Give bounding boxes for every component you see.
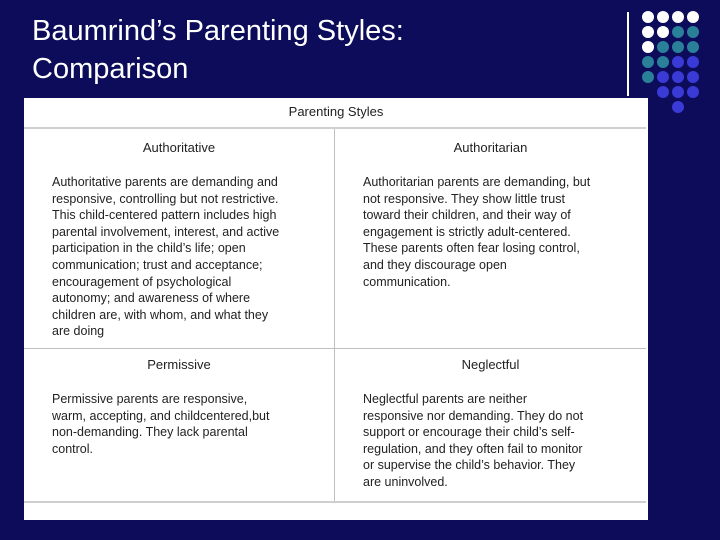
cell-text-line: parental involvement, interest, and active: [52, 224, 280, 239]
decorative-dot: [687, 26, 699, 38]
decorative-dot: [657, 11, 669, 23]
cell-text-line: responsive, controlling but not restrictive.: [52, 191, 279, 206]
decorative-dot: [657, 56, 669, 68]
cell-text-line: participation in the child’s life; open: [52, 241, 246, 256]
decorative-dot: [672, 71, 684, 83]
cell-text-line: not responsive. They show little trust: [363, 191, 565, 206]
decorative-dot: [657, 26, 669, 38]
decorative-dot: [672, 101, 684, 113]
slide-title-line-1: Baumrind’s Parenting Styles:: [32, 15, 404, 47]
cell-text-line: These parents often fear losing control,: [363, 241, 580, 256]
cell-text-line: Permissive parents are responsive,: [52, 392, 248, 406]
cell-text-line: encouragement of psychological: [52, 274, 232, 289]
cell-text-line: Authoritative parents are demanding and: [52, 175, 278, 189]
parenting-styles-table-image: [24, 98, 648, 520]
decorative-dot: [672, 56, 684, 68]
decorative-dot: [687, 71, 699, 83]
cell-text-line: control.: [52, 441, 93, 456]
table-horizontal-divider: [24, 348, 646, 349]
cell-text-line: are doing: [52, 324, 105, 339]
cell-text-line: communication.: [363, 274, 451, 289]
cell-text-line: communication; trust and acceptance;: [52, 257, 263, 272]
slide-title: [32, 12, 404, 88]
decorative-dot: [672, 86, 684, 98]
cell-heading-authoritarian: Authoritarian: [453, 140, 528, 155]
cell-body-neglectful: [363, 391, 645, 491]
decorative-dot: [687, 86, 699, 98]
decorative-dot: [687, 41, 699, 53]
cell-heading-permissive: Permissive: [147, 357, 211, 372]
cell-body-authoritarian: [363, 174, 645, 290]
cell-text-line: Authoritarian parents are demanding, but: [363, 175, 591, 189]
cell-text-line: are uninvolved.: [363, 474, 448, 489]
decorative-dot: [672, 11, 684, 23]
cell-body-authoritative: [52, 174, 334, 340]
cell-text-line: regulation, and they often fail to monitor: [363, 441, 583, 456]
cell-text-line: support or encourage their child’s self-: [363, 425, 575, 440]
cell-text-line: responsive nor demanding. They do not: [363, 408, 584, 423]
cell-text-line: or supervise the child’s behavior. They: [363, 458, 576, 473]
decorative-dot-grid: [642, 11, 714, 121]
decorative-dot: [642, 26, 654, 38]
parenting-styles-table: [24, 127, 646, 503]
slide-title-line-2: Comparison: [32, 53, 189, 85]
decorative-divider-line: [627, 12, 629, 96]
cell-text-line: warm, accepting, and childcentered,but: [52, 408, 270, 423]
decorative-dot: [672, 26, 684, 38]
cell-heading-authoritative: Authoritative: [142, 140, 216, 155]
decorative-dot: [642, 71, 654, 83]
cell-text-line: autonomy; and awareness of where: [52, 291, 251, 306]
decorative-dot: [672, 41, 684, 53]
decorative-dot: [642, 56, 654, 68]
decorative-dot: [657, 86, 669, 98]
table-title: Parenting Styles: [288, 104, 384, 119]
cell-text-line: This child-centered pattern includes high: [52, 208, 277, 223]
cell-body-permissive: [52, 391, 334, 457]
cell-text-line: children are, with whom, and what they: [52, 307, 269, 322]
cell-text-line: toward their children, and their way of: [363, 208, 571, 223]
decorative-dot: [642, 41, 654, 53]
decorative-dot: [657, 41, 669, 53]
decorative-dot: [687, 56, 699, 68]
cell-text-line: non-demanding. They lack parental: [52, 425, 248, 440]
cell-heading-neglectful: Neglectful: [461, 357, 520, 372]
decorative-dot: [657, 71, 669, 83]
table-vertical-divider: [334, 129, 335, 501]
decorative-dot: [687, 11, 699, 23]
cell-text-line: and they discourage open: [363, 257, 507, 272]
decorative-dot: [642, 11, 654, 23]
cell-text-line: Neglectful parents are neither: [363, 392, 527, 406]
cell-text-line: engagement is strictly adult-centered.: [363, 224, 571, 239]
